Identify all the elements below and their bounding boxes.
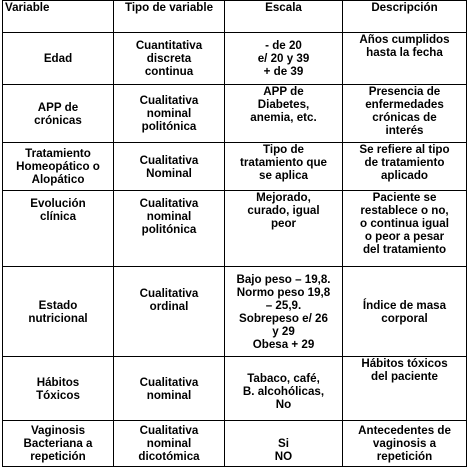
- cell-escala: [225, 85, 343, 143]
- cell-text: Alopático: [31, 173, 85, 186]
- cell-text: nutricional: [28, 311, 88, 325]
- variables-table: [2, 0, 467, 467]
- cell-text: Vaginosis: [30, 424, 86, 437]
- cell-text: Edad: [43, 52, 73, 65]
- header-tipo: Tipo de variable: [114, 1, 225, 33]
- cell-text: discreta: [146, 52, 192, 65]
- table-row: [3, 33, 467, 85]
- cell-text: Antecedentes de: [358, 424, 451, 437]
- cell-descripcion: [343, 85, 467, 143]
- cell-text: – 25,9.: [265, 298, 302, 312]
- cell-text: Índice de masa: [362, 298, 447, 312]
- cell-text: Si: [278, 436, 289, 450]
- cell-text: tratamiento que: [240, 156, 327, 169]
- cell-text: - de 20: [265, 39, 302, 52]
- cell-text: corporal: [381, 311, 428, 325]
- cell-text: Cualitativa: [139, 424, 199, 437]
- cell-text: crónicas de: [372, 111, 437, 124]
- cell-escala: [225, 191, 343, 267]
- cell-escala: [225, 33, 343, 85]
- cell-variable: [3, 143, 114, 191]
- cell-text: enfermedades: [365, 98, 444, 111]
- cell-text: Homeopático o: [16, 160, 100, 173]
- cell-text: Normo peso 19,8: [236, 285, 331, 299]
- cell-descripcion: [343, 143, 467, 191]
- cell-text: Diabetes,: [257, 98, 310, 111]
- cell-text: ordinal: [149, 300, 189, 313]
- cell-text: Bacteriana a: [23, 437, 93, 450]
- cell-text: se aplica: [259, 169, 308, 182]
- cell-text: APP de: [263, 85, 304, 98]
- table-row: [3, 357, 467, 421]
- cell-variable: [3, 33, 114, 85]
- cell-text: + de 39: [263, 65, 304, 78]
- cell-text: Estado: [38, 298, 78, 312]
- cell-text: Hábitos: [36, 375, 80, 389]
- cell-text: NO: [274, 449, 293, 463]
- cell-text: Obesa + 29: [252, 337, 315, 351]
- cell-descripcion: [343, 357, 467, 421]
- cell-text: Presencia de: [368, 85, 441, 98]
- cell-text: Cualitativa: [139, 375, 199, 389]
- cell-descripcion: [343, 421, 467, 467]
- table-row: [3, 85, 467, 143]
- cell-text: Sobrepeso e/ 26: [239, 311, 328, 325]
- cell-text: APP de: [37, 100, 79, 114]
- table-row: [3, 143, 467, 191]
- table-row: [3, 191, 467, 267]
- cell-text: politónica: [141, 223, 197, 236]
- cell-text: aplicado: [380, 169, 429, 182]
- cell-text: dicotómica: [138, 450, 200, 463]
- cell-text: hasta la fecha: [366, 46, 443, 59]
- cell-variable: [3, 357, 114, 421]
- table-row: [3, 267, 467, 357]
- cell-text: No: [275, 398, 292, 411]
- cell-text: o continua igual: [360, 217, 449, 230]
- cell-text: Hábitos tóxicos: [361, 357, 448, 370]
- cell-text: nominal: [146, 210, 192, 223]
- cell-tipo: [114, 143, 225, 191]
- header-escala: Escala: [225, 1, 343, 33]
- cell-text: crónicas: [34, 113, 82, 127]
- cell-text: Se refiere al tipo: [359, 143, 450, 156]
- cell-text: y 29: [272, 324, 295, 338]
- cell-text: repetición: [376, 450, 433, 463]
- cell-tipo: [114, 85, 225, 143]
- variables-table-container: [2, 0, 466, 468]
- cell-text: Cualitativa: [139, 153, 199, 167]
- cell-text: de tratamiento: [364, 156, 445, 169]
- cell-text: vaginosis a: [372, 437, 437, 450]
- cell-text: Tabaco, café,: [247, 372, 320, 385]
- cell-escala: [225, 143, 343, 191]
- header-row: [3, 1, 467, 33]
- cell-text: B. alcohólicas,: [242, 385, 325, 398]
- cell-text: anemia, etc.: [250, 111, 317, 124]
- cell-text: Cuantitativa: [135, 39, 203, 52]
- cell-text: Tóxicos: [36, 388, 80, 402]
- cell-text: Nominal: [146, 166, 192, 180]
- cell-text: repetición: [30, 450, 86, 463]
- cell-text: peor: [270, 217, 297, 230]
- cell-descripcion: [343, 267, 467, 357]
- cell-text: Paciente se: [372, 191, 437, 204]
- cell-variable: [3, 85, 114, 143]
- cell-text: Mejorado,: [256, 191, 311, 204]
- cell-descripcion: [343, 33, 467, 85]
- cell-text: Evolución: [30, 197, 86, 210]
- cell-text: del paciente: [370, 370, 438, 383]
- cell-descripcion: [343, 191, 467, 267]
- cell-text: del tratamiento: [362, 243, 447, 256]
- cell-text: Años cumplidos: [359, 33, 450, 46]
- header-variable: Variable: [3, 1, 114, 33]
- cell-tipo: [114, 357, 225, 421]
- cell-text: Cualitativa: [139, 94, 199, 107]
- cell-text: Bajo peso – 19,8.: [236, 272, 331, 286]
- cell-text: nominal: [146, 437, 192, 450]
- cell-escala: [225, 357, 343, 421]
- table-row: [3, 421, 467, 467]
- cell-tipo: [114, 421, 225, 467]
- cell-text: curado, igual: [247, 204, 320, 217]
- cell-text: o peor a pesar: [364, 230, 445, 243]
- cell-escala: [225, 421, 343, 467]
- cell-text: Tratamiento: [25, 147, 91, 160]
- cell-text: Cualitativa: [139, 197, 199, 210]
- cell-escala: [225, 267, 343, 357]
- cell-text: nominal: [146, 107, 192, 120]
- cell-text: politónica: [141, 120, 197, 133]
- cell-text: continua: [144, 65, 194, 78]
- cell-tipo: [114, 33, 225, 85]
- cell-text: clínica: [39, 210, 77, 223]
- cell-variable: [3, 267, 114, 357]
- cell-text: restablece o no,: [360, 204, 449, 217]
- cell-variable: [3, 421, 114, 467]
- cell-variable: [3, 191, 114, 267]
- cell-tipo: [114, 267, 225, 357]
- cell-text: Tipo de: [262, 143, 304, 156]
- cell-text: e/ 20 y 39: [257, 52, 310, 65]
- cell-tipo: [114, 191, 225, 267]
- header-descripcion: Descripción: [343, 1, 467, 33]
- cell-text: interés: [385, 124, 424, 137]
- cell-text: nominal: [146, 388, 192, 402]
- cell-text: Cualitativa: [139, 287, 199, 300]
